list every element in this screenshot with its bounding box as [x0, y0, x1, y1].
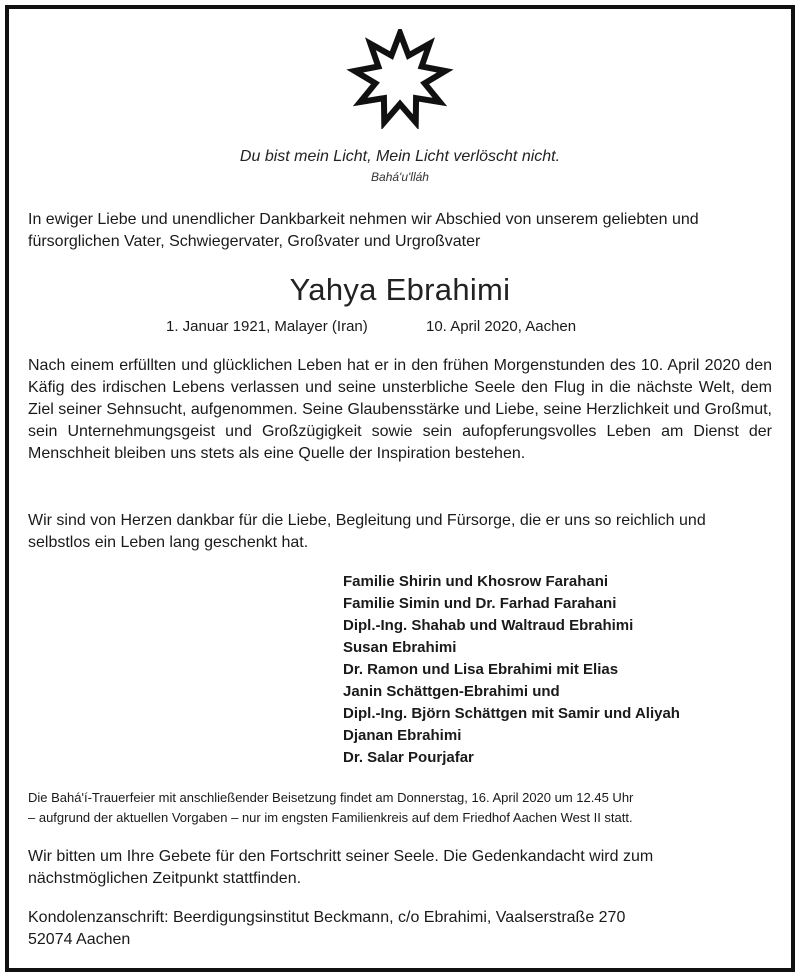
- intro-paragraph: In ewiger Liebe und unendlicher Dankbarkeit nehmen wir Abschied von unserem geliebten und fürsorglichen Vater, Schwiegervater, Großvater und Urgroßvater: [28, 211, 699, 250]
- family-member: Dr. Ramon und Lisa Ebrahimi mit Elias: [343, 661, 619, 678]
- obituary-paragraph: Nach einem erfüllten und glücklichen Leben hat er in den frühen Morgenstunden des 10. April 2020 den Käfig des irdischen Lebens verlassen und seine unsterbliche Seele den Flug in die nächste Welt, dem Ziel seiner Sehnsucht, aufgenommen. Seine Glaubensstärke und Liebe, seine Herzlichkeit und Großmut, sein Unternehmungsgeist und Großzügigkeit sowie sein aufopferungsvolles Leben am Dienst der Menschheit bleiben uns stets als eine Quelle der Inspiration bestehen.: [28, 357, 772, 462]
- family-member: Familie Simin und Dr. Farhad Farahani: [343, 595, 617, 612]
- funeral-line: – aufgrund der aktuellen Vorgaben – nur im engsten Familienkreis auf dem Friedhof Aachen West II statt.: [28, 810, 633, 825]
- nine-pointed-star-icon: [345, 29, 455, 129]
- family-member: Dipl.-Ing. Björn Schättgen mit Samir und Aliyah: [343, 705, 680, 722]
- funeral-info: [28, 788, 772, 828]
- address-line: Kondolenzanschrift: Beerdigungsinstitut Beckmann, c/o Ebrahimi, Vaalserstraße 270: [28, 909, 626, 926]
- family-member: Susan Ebrahimi: [343, 639, 457, 656]
- family-member: Djanan Ebrahimi: [343, 727, 462, 744]
- funeral-line: Die Bahá'í-Trauerfeier mit anschließender Beisetzung findet am Donnerstag, 16. April 2020 um 12.45 Uhr: [28, 790, 634, 805]
- deceased-name: Yahya Ebrahimi: [289, 272, 511, 307]
- family-member: Familie Shirin und Khosrow Farahani: [343, 573, 609, 590]
- death-info: 10. April 2020, Aachen: [426, 318, 577, 335]
- prayer-line: nächstmöglichen Zeitpunkt stattfinden.: [28, 870, 302, 887]
- star-outline: [355, 33, 446, 122]
- address-line: 52074 Aachen: [28, 931, 131, 948]
- prayer-line: Wir bitten um Ihre Gebete für den Fortschritt seiner Seele. Die Gedenkandacht wird zum: [28, 848, 654, 865]
- quote-author: Bahá'u'lláh: [371, 170, 429, 184]
- birth-info: 1. Januar 1921, Malayer (Iran): [166, 318, 368, 335]
- family-member: Dr. Salar Pourjafar: [343, 749, 474, 766]
- condolence-address: [28, 907, 772, 951]
- quote-text: Du bist mein Licht, Mein Licht verlöscht nicht.: [239, 148, 561, 165]
- family-member: Janin Schättgen-Ebrahimi und: [343, 683, 560, 700]
- family-member: Dipl.-Ing. Shahab und Waltraud Ebrahimi: [343, 617, 634, 634]
- gratitude-paragraph: Wir sind von Herzen dankbar für die Liebe, Begleitung und Fürsorge, die er uns so reichlich und selbstlos ein Leben lang geschenkt hat.: [28, 512, 706, 551]
- family-list: [343, 571, 680, 769]
- prayer-request: [28, 846, 772, 890]
